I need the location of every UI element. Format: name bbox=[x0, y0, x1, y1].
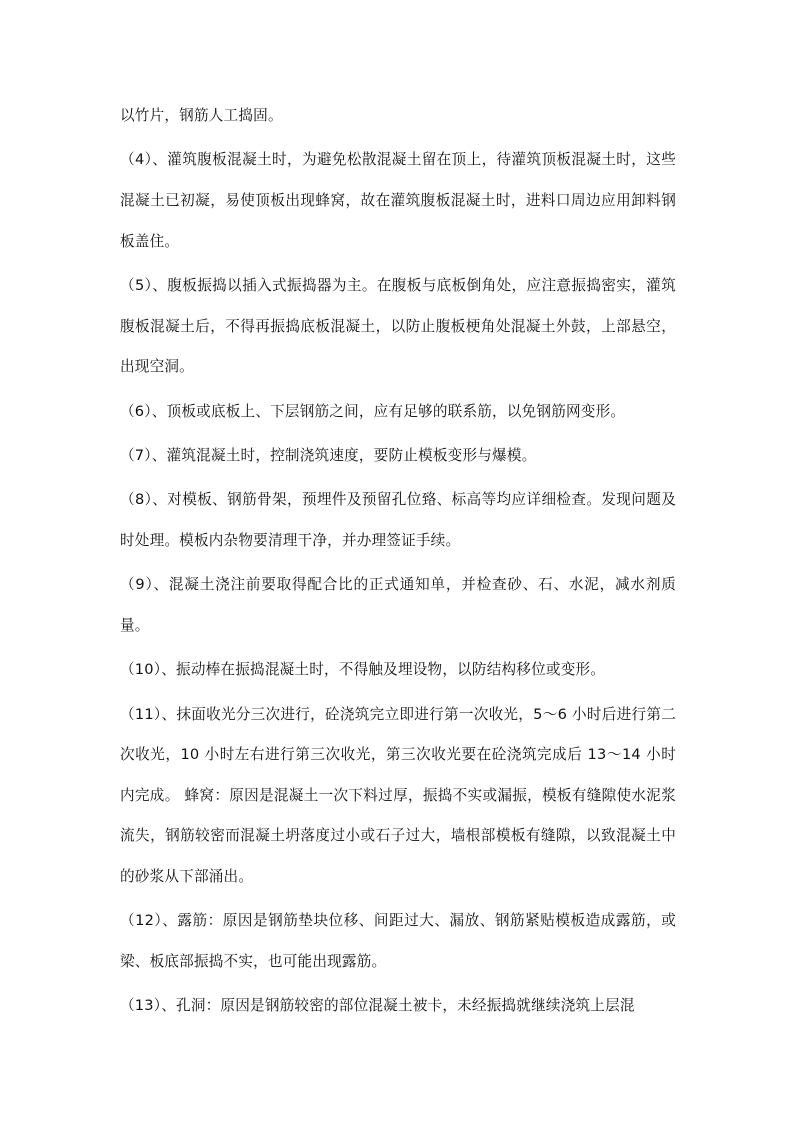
paragraph-item-11: （11）、抹面收光分三次进行，砼浇筑完立即进行第一次收光，5～6 小时后进行第二次收光，10 小时左右进行第三次收光，第三次收光要在砼浇筑完成后 13～14 小时内完成。 蜂窝：原因是混凝土一次下料过厚，振捣不实或漏振，模板有缝隙使水泥浆流失，钢筋较密而混凝土坍落度过小或石子过大，墙根部模板有缝隙，以致混凝土中的砂浆从下部涌出。 bbox=[120, 705, 676, 886]
paragraph-item-10: （10）、振动棒在振捣混凝土时，不得触及埋设物，以防结构移位或变形。 bbox=[120, 661, 606, 679]
document-body bbox=[120, 96, 676, 1031]
paragraph-item-8: （8）、对模板、钢筋骨架，预埋件及预留孔位臵、标高等均应详细检查。发现问题及时处理。模板内杂物要清理干净，并办理签证手续。 bbox=[120, 491, 676, 549]
paragraph-item-13: （13）、孔洞：原因是钢筋较密的部位混凝土被卡，未经振捣就继续浇筑上层混 bbox=[120, 997, 635, 1015]
paragraph-item-9: （9）、混凝土浇注前要取得配合比的正式通知单，并检查砂、石、水泥，减水剂质量。 bbox=[120, 576, 676, 634]
paragraph-item-6: （6）、顶板或底板上、下层钢筋之间，应有足够的联系筋，以免钢筋网变形。 bbox=[120, 402, 626, 420]
paragraph-item-7: （7）、灌筑混凝土时，控制浇筑速度，要防止模板变形与爆模。 bbox=[120, 446, 537, 464]
paragraph-item-12: （12）、露筋：原因是钢筋垫块位移、间距过大、漏放、钢筋紧贴模板造成露筋，或梁、板底部振捣不实，也可能出现露筋。 bbox=[120, 912, 676, 971]
paragraph-continuation: 以竹片，钢筋人工捣固。 bbox=[120, 107, 283, 124]
paragraph-item-5: （5）、腹板振捣以插入式振捣器为主。在腹板与底板倒角处，应注意振捣密实，灌筑腹板混凝土后，不得再振捣底板混凝土，以防止腹板梗角处混凝土外鼓，上部悬空，出现空洞。 bbox=[120, 276, 676, 376]
paragraph-item-4: （4）、灌筑腹板混凝土时，为避免松散混凝土留在顶上，待灌筑顶板混凝土时，这些混凝土已初凝，易使顶板出现蜂窝，故在灌筑腹板混凝土时，进料口周边应用卸料钢板盖住。 bbox=[120, 151, 676, 250]
